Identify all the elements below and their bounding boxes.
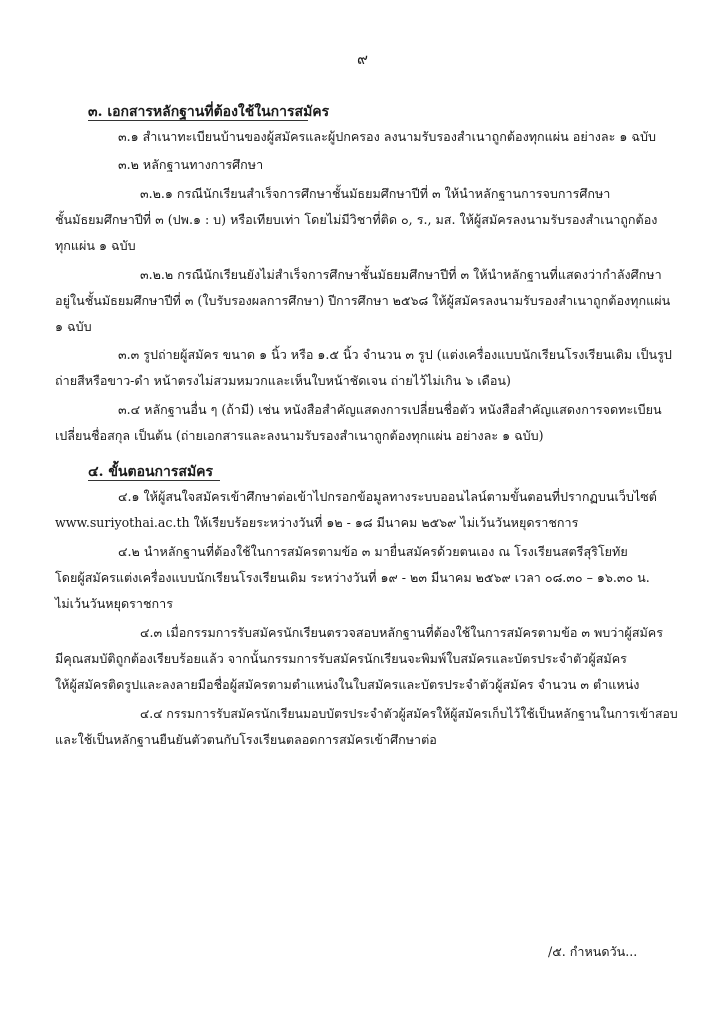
item-3-2: ๓.๒ หลักฐานทางการศึกษา — [118, 157, 264, 172]
item-3-2-2-line1: ๓.๒.๒ กรณีนักเรียนยังไม่สำเร็จการศึกษาชั้นมัธยมศึกษาปีที่ ๓ ให้นำหลักฐานที่แสดงว่ากำลังศึกษา — [140, 267, 662, 282]
item-4-3-line1: ๔.๓ เมื่อกรรมการรับสมัครนักเรียนตรวจสอบหลักฐานที่ต้องใช้ในการสมัครตามข้อ ๓ พบว่าผู้สมัคร — [140, 625, 663, 640]
item-3-4-line1: ๓.๔ หลักฐานอื่น ๆ (ถ้ามี) เช่น หนังสือสำคัญแสดงการเปลี่ยนชื่อตัว หนังสือสำคัญแสดงการจดทะเบียน — [118, 402, 662, 417]
item-4-4-line2: และใช้เป็นหลักฐานยืนยันตัวตนกับโรงเรียนตลอดการสมัครเข้าศึกษาต่อ — [55, 732, 437, 747]
item-4-2-line3: ไม่เว้นวันหยุดราชการ — [55, 596, 174, 611]
item-3-2-1-line2: ชั้นมัธยมศึกษาปีที่ ๓ (ปพ.๑ : บ) หรือเทียบเท่า โดยไม่มีวิชาที่ติด ๐, ร., มส. ให้ผู้สมัครลงนามรับรองสำเนาถูกต้อง — [55, 212, 658, 227]
item-4-3-line2: มีคุณสมบัติถูกต้องเรียบร้อยแล้ว จากนั้นกรรมการรับสมัครนักเรียนจะพิมพ์ใบสมัครและบัตรประจำตัวผู้สมัคร — [55, 651, 627, 666]
item-4-1-line1: ๔.๑ ให้ผู้สนใจสมัครเข้าศึกษาต่อเข้าไปกรอกข้อมูลทางระบบออนไลน์ตามขั้นตอนที่ปรากฏบนเว็บไซต์ — [118, 489, 657, 504]
item-3-2-1-line1: ๓.๒.๑ กรณีนักเรียนสำเร็จการศึกษาชั้นมัธยมศึกษาปีที่ ๓ ให้นำหลักฐานการจบการศึกษา — [140, 186, 611, 201]
item-3-2-2-line3: ๑ ฉบับ — [55, 319, 92, 334]
item-4-2-line1: ๔.๒ นำหลักฐานที่ต้องใช้ในการสมัครตามข้อ ๓ มายื่นสมัครด้วยตนเอง ณ โรงเรียนสตรีสุริโยทัย — [118, 544, 628, 559]
page-number: ๙ — [357, 50, 368, 68]
item-3-3-line2: ถ่ายสีหรือขาว-ดำ หน้าตรงไม่สวมหมวกและเห็นใบหน้าชัดเจน ถ่ายไว้ไม่เกิน ๖ เดือน) — [55, 373, 511, 388]
item-3-2-2-line2: อยู่ในชั้นมัธยมศึกษาปีที่ ๓ (ใบรับรองผลการศึกษา) ปีการศึกษา ๒๕๖๘ ให้ผู้สมัครลงนามรับรองสำเนาถูกต้องทุกแผ่น — [55, 293, 671, 308]
item-3-1: ๓.๑ สำเนาทะเบียนบ้านของผู้สมัครและผู้ปกครอง ลงนามรับรองสำเนาถูกต้องทุกแผ่น อย่างละ ๑ ฉบับ — [118, 129, 656, 144]
item-4-1-line2-text: ให้เรียบร้อยระหว่างวันที่ ๑๒ - ๑๘ มีนาคม ๒๕๖๙ ไม่เว้นวันหยุดราชการ — [189, 515, 579, 530]
item-3-3-line1: ๓.๓ รูปถ่ายผู้สมัคร ขนาด ๑ นิ้ว หรือ ๑.๕ นิ้ว จำนวน ๓ รูป (แต่งเครื่องแบบนักเรียนโรงเรียนเดิม เป็นรูป — [118, 347, 672, 362]
item-4-4-line1: ๔.๔ กรรมการรับสมัครนักเรียนมอบบัตรประจำตัวผู้สมัครให้ผู้สมัครเก็บไว้ใช้เป็นหลักฐานในการเข้าสอบ — [140, 706, 678, 721]
section-3-heading-underline — [88, 120, 308, 121]
continuation-note: /๕. กำหนดวัน... — [548, 944, 638, 959]
item-3-4-line2: เปลี่ยนชื่อสกุล เป็นต้น (ถ่ายเอกสารและลงนามรับรองสำเนาถูกต้องทุกแผ่น อย่างละ ๑ ฉบับ) — [55, 428, 544, 443]
item-4-3-line3: ให้ผู้สมัครติดรูปและลงลายมือชื่อผู้สมัครตามตำแหน่งในใบสมัครและบัตรประจำตัวผู้สมัคร จำนวน ๓ ตำแหน่ง — [55, 677, 640, 692]
item-3-2-1-line3: ทุกแผ่น ๑ ฉบับ — [55, 238, 136, 253]
website-link[interactable]: www.suriyothai.ac.th — [55, 515, 190, 530]
section-3-heading: ๓. เอกสารหลักฐานที่ต้องใช้ในการสมัคร — [88, 104, 330, 120]
section-4-heading: ๔. ขั้นตอนการสมัคร — [88, 464, 214, 480]
item-4-1-line2 — [55, 514, 578, 532]
section-4-heading-underline — [88, 480, 220, 481]
item-4-2-line2: โดยผู้สมัครแต่งเครื่องแบบนักเรียนโรงเรียนเดิม ระหว่างวันที่ ๑๙ - ๒๓ มีนาคม ๒๕๖๙ เวลา ๐๘.๓๐ – ๑๖.๓๐ น. — [55, 570, 650, 585]
